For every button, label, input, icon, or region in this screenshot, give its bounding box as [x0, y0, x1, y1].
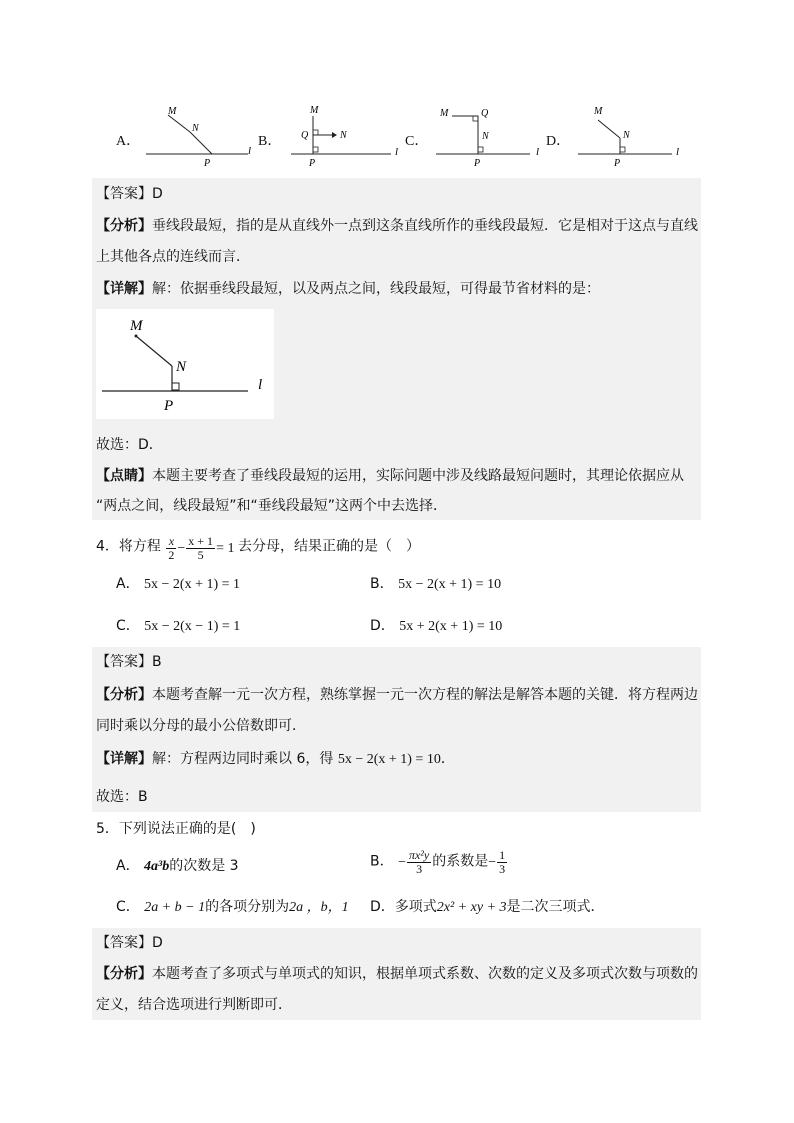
q5-option-b[interactable]: B． − $\frac{\text{πx²y}}{3}$ 的系数是− $\frac{1}{3}$	[370, 848, 506, 876]
svg-text:N: N	[623, 130, 630, 141]
label-l: l	[248, 145, 252, 157]
fig-label-n: N	[176, 359, 187, 375]
q4-answer: 【答案】B	[96, 654, 162, 670]
fig-label-l: l	[258, 377, 263, 393]
q4-option-d[interactable]: D． 5x + 2(x + 1) = 10	[370, 618, 503, 634]
option-a-figure	[140, 100, 260, 170]
option-d-figure	[572, 100, 692, 170]
svg-text:M: M	[594, 106, 603, 117]
q3-answer: 【答案】D	[96, 186, 163, 202]
svg-text:l: l	[395, 146, 399, 158]
q3-analysis-line2: 上其他各点的连线而言．	[96, 249, 250, 265]
svg-text:P: P	[474, 158, 481, 169]
q3-detail: 【详解】解：依据垂线段最短，以及两点之间，线段最短，可得最节省材料的是：	[96, 281, 600, 297]
svg-text:Q: Q	[481, 108, 489, 119]
label-p: P	[204, 158, 211, 169]
q4-option-c[interactable]: C． 5x − 2(x − 1) = 1	[116, 618, 241, 634]
q3-analysis-line1: 【分析】垂线段最短，指的是从直线外一点到这条直线所作的垂线段最短．它是相对于这点与直线	[96, 218, 698, 234]
option-c-label: C．	[405, 134, 429, 149]
fig-label-p: P	[164, 398, 174, 414]
q5-option-a[interactable]: A． 4a³b的次数是 3	[116, 858, 239, 874]
q4-detail: 【详解】解：方程两边同时乘以 6，得 5x − 2(x + 1) = 10．	[96, 751, 455, 767]
svg-text:N: N	[340, 130, 347, 141]
label-m: M	[168, 106, 177, 117]
svg-text:P: P	[309, 158, 316, 169]
option-a-label: A．	[116, 134, 141, 149]
q3-choose: 故选：D．	[96, 437, 163, 453]
option-b-label: B．	[258, 134, 282, 149]
q4-stem: 4．将方程 $\frac{x}{2}$ − $\frac{x + 1}{5}$ = 1 去分母，结果正确的是（ ）	[96, 534, 420, 562]
q5-analysis-line2: 定义，结合选项进行判断即可．	[96, 997, 292, 1013]
q4-analysis-line2: 同时乘以分母的最小公倍数即可．	[96, 718, 306, 734]
q5-option-c[interactable]: C． 2a + b − 1的各项分别为2a ，b，1	[116, 899, 349, 915]
q4-option-a[interactable]: A． 5x − 2(x + 1) = 1	[116, 576, 241, 592]
svg-text:M: M	[310, 105, 319, 116]
option-d-label: D．	[546, 134, 571, 149]
svg-text:l: l	[676, 146, 680, 158]
q5-analysis-line1: 【分析】本题考查了多项式与单项式的知识，根据单项式系数、次数的定义及多项式次数与项数的	[96, 966, 698, 982]
q4-option-b[interactable]: B． 5x − 2(x + 1) = 10	[370, 576, 502, 592]
q4-analysis-line1: 【分析】本题考查解一元一次方程，熟练掌握一元一次方程的解法是解答本题的关键．将方程两边	[96, 687, 698, 703]
q5-option-d[interactable]: D．多项式2x² + xy + 3是二次三项式．	[370, 899, 605, 915]
svg-text:M: M	[440, 108, 449, 119]
label-n: N	[192, 123, 199, 134]
fig-label-m: M	[130, 318, 143, 334]
q5-answer: 【答案】D	[96, 935, 163, 951]
svg-text:Q: Q	[301, 130, 309, 141]
q3-point-line1: 【点睛】本题主要考查了垂线段最短的运用，实际问题中涉及线路最短问题时，其理论依据应从	[96, 468, 684, 484]
q3-point-line2: “两点之间，线段最短”和“垂线段最短”这两个中去选择．	[96, 498, 448, 514]
svg-text:l: l	[536, 146, 540, 158]
option-c-figure	[430, 100, 550, 170]
q3-answer-figure	[96, 309, 274, 419]
svg-text:P: P	[614, 158, 621, 169]
svg-text:N: N	[482, 131, 489, 142]
q5-stem: 5．下列说法正确的是( )	[96, 821, 256, 837]
option-b-figure	[285, 100, 405, 170]
q4-choose: 故选：B	[96, 789, 148, 805]
